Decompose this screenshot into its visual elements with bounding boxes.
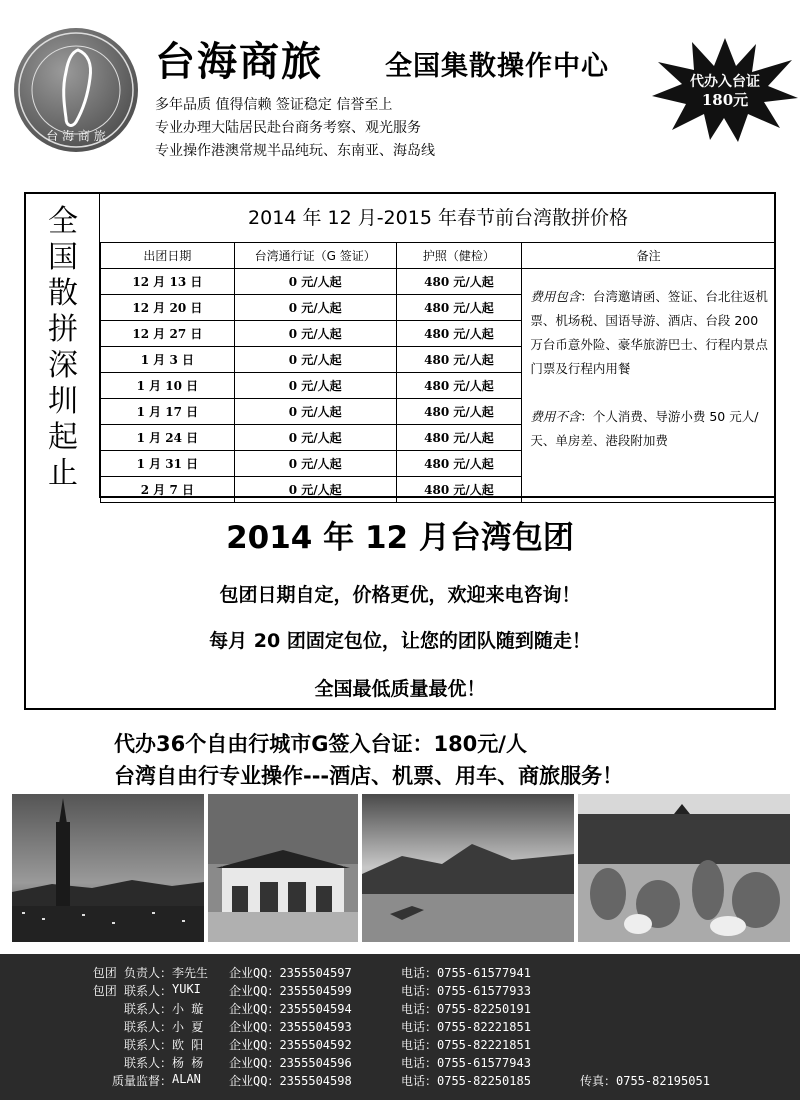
contact-role: 联系人： — [123, 1020, 172, 1034]
cell-g-visa: 0 元/人起 — [234, 373, 396, 399]
contact-fax: 传真：0755-82195051 — [580, 1074, 710, 1088]
cell-g-visa: 0 元/人起 — [234, 295, 396, 321]
include-text: ：台湾邀请函、签证、台北往返机票、机场税、国语导游、酒店、台段 200 万台币意外险、豪华旅游巴士、行程内景点门票及行程内用餐 — [530, 289, 768, 376]
cell-passport: 480 元/人起 — [396, 425, 522, 451]
contact-phone: 电话：0755-82250191 — [401, 1002, 531, 1016]
contact-name: ALAN — [172, 1072, 201, 1086]
side-char: 散 — [48, 276, 78, 311]
cell-date: 12 月 13 日 — [101, 269, 235, 295]
group-tour-line-2: 每月 20 团固定包位，让您的团队随到随走！ — [209, 630, 591, 652]
table-row — [101, 269, 776, 295]
side-char: 国 — [48, 240, 78, 275]
starburst-line-2: 180元 — [701, 91, 749, 109]
contact-row — [0, 1018, 800, 1036]
cell-g-visa: 0 元/人起 — [234, 399, 396, 425]
contact-row — [0, 1000, 800, 1018]
side-char: 拼 — [48, 312, 78, 347]
exclude-label: 费用不含 — [530, 409, 581, 424]
contact-phone: 电话：0755-82250185 — [401, 1074, 531, 1088]
contact-phone: 电话：0755-61577933 — [401, 984, 531, 998]
cell-passport: 480 元/人起 — [396, 295, 522, 321]
contact-name: 杨 杨 — [172, 1056, 204, 1070]
cell-passport: 480 元/人起 — [396, 347, 522, 373]
price-table-title: 2014 年 12 月-2015 年春节前台湾散拼价格 — [248, 207, 628, 229]
cell-passport: 480 元/人起 — [396, 399, 522, 425]
contact-qq: 企业QQ：2355504597 — [229, 966, 352, 980]
cell-date: 1 月 3 日 — [101, 347, 235, 373]
group-tour-line-1: 包团日期自定，价格更优，欢迎来电咨询！ — [219, 584, 581, 606]
photo-taipei-101 — [12, 794, 204, 942]
brand-subtitle: 全国集散操作中心 — [385, 51, 609, 82]
cell-g-visa: 0 元/人起 — [234, 347, 396, 373]
side-char: 圳 — [48, 384, 78, 419]
contact-row — [0, 1054, 800, 1072]
cell-passport: 480 元/人起 — [396, 451, 522, 477]
notes-cell — [522, 269, 776, 503]
cell-date: 1 月 31 日 — [101, 451, 235, 477]
price-table — [100, 242, 776, 503]
contact-name: 李先生 — [172, 966, 209, 980]
price-starburst — [652, 38, 798, 142]
contact-qq: 企业QQ：2355504598 — [229, 1074, 352, 1088]
contact-name: 欧 阳 — [172, 1038, 204, 1052]
contact-role: 联系人： — [123, 1002, 172, 1016]
svg-text:台 海 商 旅: 台 海 商 旅 — [46, 129, 106, 143]
contact-phone: 电话：0755-61577943 — [401, 1056, 531, 1070]
header-notes: 备注 — [522, 243, 776, 269]
contact-name: YUKI — [172, 982, 201, 996]
cell-passport: 480 元/人起 — [396, 321, 522, 347]
contact-row — [0, 964, 800, 982]
starburst-line-1: 代办入台证 — [690, 74, 760, 90]
side-char: 全 — [48, 204, 78, 239]
contact-role: 质量监督： — [111, 1074, 172, 1088]
cell-passport: 480 元/人起 — [396, 269, 522, 295]
photo-memorial-gate — [208, 794, 358, 942]
visa-offer-line: 代办36个自由行城市G签入台证：180元/人 — [114, 732, 527, 756]
table-header-row — [101, 243, 776, 269]
contact-row — [0, 1036, 800, 1054]
contact-qq: 企业QQ：2355504593 — [229, 1020, 352, 1034]
side-char: 止 — [48, 456, 78, 491]
tagline-2: 专业办理大陆居民赴台商务考察、观光服务 — [155, 120, 421, 136]
contact-name: 小 夏 — [172, 1020, 204, 1034]
cell-passport: 480 元/人起 — [396, 373, 522, 399]
contact-role: 包团 负责人： — [92, 966, 172, 980]
cell-g-visa: 0 元/人起 — [234, 477, 396, 503]
brand-name: 台海商旅 — [155, 38, 323, 85]
header-passport: 护照（健检） — [396, 243, 522, 269]
contact-phone: 电话：0755-82221851 — [401, 1020, 531, 1034]
side-char: 深 — [48, 348, 78, 383]
price-section — [24, 192, 776, 710]
cell-g-visa: 0 元/人起 — [234, 269, 396, 295]
contact-phone: 电话：0755-61577941 — [401, 966, 531, 980]
cell-date: 12 月 27 日 — [101, 321, 235, 347]
contact-footer — [0, 954, 800, 1100]
contact-qq: 企业QQ：2355504599 — [229, 984, 352, 998]
contact-qq: 企业QQ：2355504594 — [229, 1002, 352, 1016]
tagline-3: 专业操作港澳常规半品纯玩、东南亚、海岛线 — [155, 143, 435, 159]
photo-yehliu-coast — [578, 794, 790, 942]
contact-role: 包团 联系人： — [92, 984, 172, 998]
cell-date: 1 月 17 日 — [101, 399, 235, 425]
tagline-1: 多年品质 值得信赖 签证稳定 信誉至上 — [155, 97, 393, 113]
photo-sun-moon-lake — [362, 794, 574, 942]
contact-role: 联系人： — [123, 1056, 172, 1070]
cell-date: 2 月 7 日 — [101, 477, 235, 503]
include-label: 费用包含 — [530, 289, 581, 304]
group-tour-title: 2014 年 12 月台湾包团 — [226, 520, 574, 556]
header-g-visa: 台湾通行证（G 签证） — [234, 243, 396, 269]
cell-g-visa: 0 元/人起 — [234, 425, 396, 451]
contact-phone: 电话：0755-82221851 — [401, 1038, 531, 1052]
exclude-text: ：个人消费、导游小费 50 元人/天、单房差、港段附加费 — [530, 409, 759, 448]
company-logo — [14, 28, 138, 152]
contact-name: 小 璇 — [172, 1002, 204, 1016]
header-departure-date: 出团日期 — [101, 243, 235, 269]
cell-date: 12 月 20 日 — [101, 295, 235, 321]
cell-date: 1 月 10 日 — [101, 373, 235, 399]
route-side-label — [26, 194, 100, 498]
cell-passport: 480 元/人起 — [396, 477, 522, 503]
contact-qq: 企业QQ：2355504596 — [229, 1056, 352, 1070]
free-travel-line: 台湾自由行专业操作---酒店、机票、用车、商旅服务！ — [114, 764, 624, 788]
contact-row — [0, 1072, 800, 1090]
contact-row — [0, 982, 800, 1000]
cell-g-visa: 0 元/人起 — [234, 451, 396, 477]
cell-g-visa: 0 元/人起 — [234, 321, 396, 347]
price-table-area — [100, 194, 776, 498]
contact-qq: 企业QQ：2355504592 — [229, 1038, 352, 1052]
cell-date: 1 月 24 日 — [101, 425, 235, 451]
contact-role: 联系人： — [123, 1038, 172, 1052]
side-char: 起 — [48, 420, 78, 455]
group-tour-line-3: 全国最低质量最优！ — [314, 678, 486, 700]
